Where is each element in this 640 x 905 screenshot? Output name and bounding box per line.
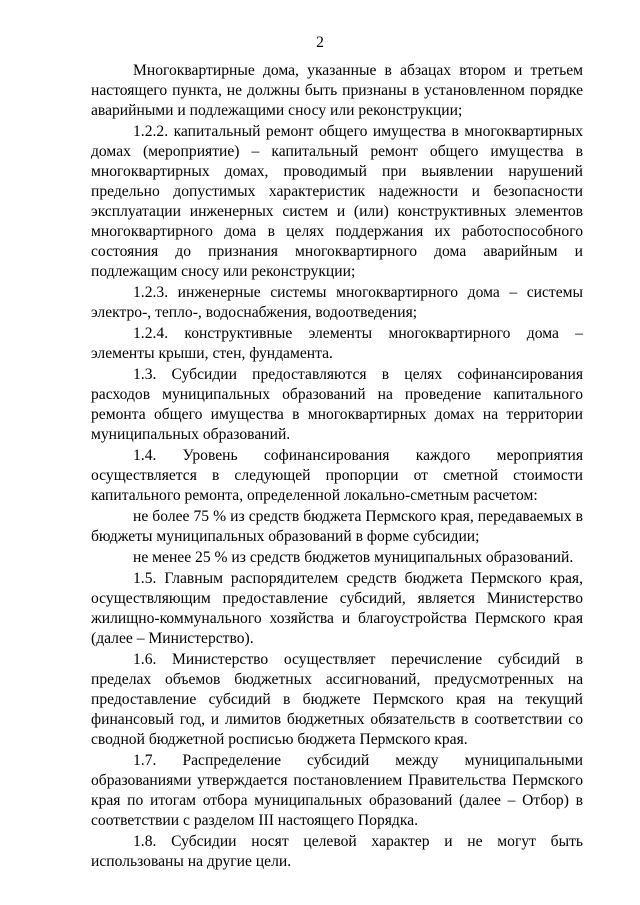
paragraph: 1.4. Уровень софинансирования каждого мероприятия осуществляется в следующей пропорции от сметной стоимости капитального ремонта, определенной локально-сметным расчетом:	[91, 447, 583, 504]
paragraph: 1.6. Министерство осуществляет перечисление субсидий в пределах объемов бюджетных ассигнований, предусмотренных на предоставление субсидий в бюджете Пермского края на текущий финансовый год, и лимитов бюджетных обязательств в соответствии со сводной бюджетной росписью бюджета Пермского края.	[91, 651, 583, 748]
paragraph: 1.2.3. инженерные системы многоквартирного дома – системы электро-, тепло-, водоснабжения, водоотведения;	[91, 284, 583, 321]
paragraph: 1.7. Распределение субсидий между муниципальными образованиями утверждается постановлением Правительства Пермского края по итогам отбора муниципальных образований (далее – Отбор) в соответствии с разделом III настоящего Порядка.	[91, 752, 583, 829]
paragraph: Многоквартирные дома, указанные в абзацах втором и третьем настоящего пункта, не должны быть признаны в установленном порядке аварийными и подлежащими сносу или реконструкции;	[91, 62, 583, 119]
paragraph: 1.5. Главным распорядителем средств бюджета Пермского края, осуществляющим предоставление субсидий, является Министерство жилищно-коммунального хозяйства и благоустройства Пермского края (далее – Министерство).	[91, 570, 583, 647]
page-number: 2	[316, 34, 324, 51]
paragraph: 1.2.4. конструктивные элементы многоквартирного дома – элементы крыши, стен, фундамента.	[91, 325, 583, 362]
document-body	[91, 61, 583, 872]
paragraph: не более 75 % из средств бюджета Пермского края, передаваемых в бюджеты муниципальных образований в форме субсидии;	[91, 508, 583, 545]
paragraph: не менее 25 % из средств бюджетов муниципальных образований.	[133, 549, 574, 566]
paragraph: 1.8. Субсидии носят целевой характер и не могут быть использованы на другие цели.	[91, 833, 583, 870]
paragraph: 1.3. Субсидии предоставляются в целях софинансирования расходов муниципальных образований на проведение капитального ремонта общего имущества в многоквартирных домах на территории муниципальных образований.	[91, 366, 583, 443]
paragraph: 1.2.2. капитальный ремонт общего имущества в многоквартирных домах (мероприятие) – капитальный ремонт общего имущества в многоквартирных домах, проводимый при выявлении нарушений предельно допустимых характеристик надежности и безопасности эксплуатации инженерных систем и (или) конструктивных элементов многоквартирного дома в целях поддержания их работоспособного состояния до признания многоквартирного дома аварийным и подлежащим сносу или реконструкции;	[91, 123, 583, 280]
